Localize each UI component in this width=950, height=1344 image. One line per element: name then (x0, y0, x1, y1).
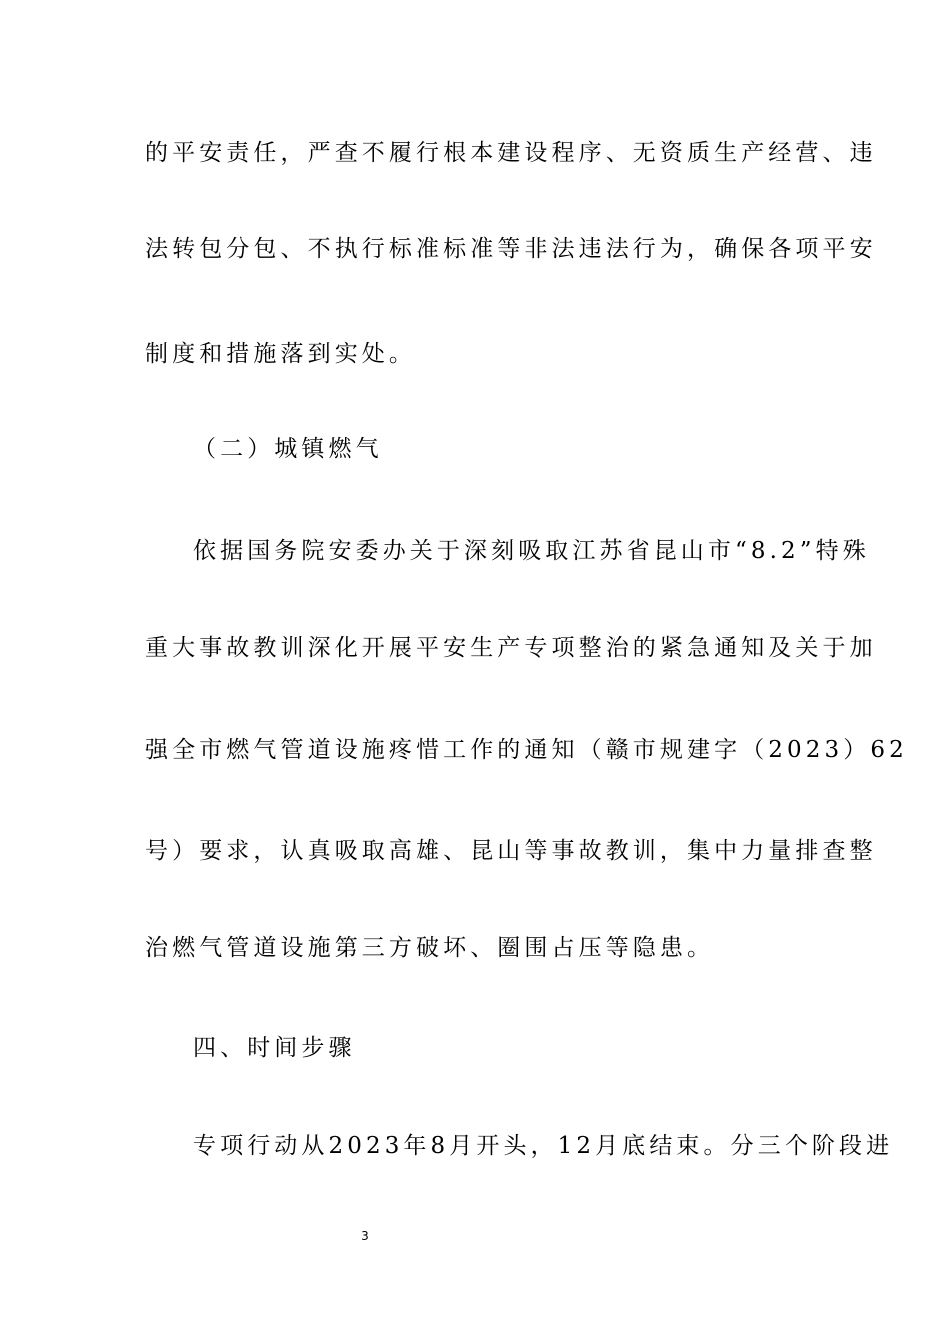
body-text-line: 号）要求，认真吸取高雄、昆山等事故教训，集中力量排查整 (145, 838, 877, 864)
page-number: 3 (361, 1229, 369, 1243)
body-text-line: 强全市燃气管道设施疼惜工作的通知（赣市规建字（2023）62 (145, 737, 908, 763)
body-text-line: 的平安责任，严查不履行根本建设程序、无资质生产经营、违 (145, 140, 877, 166)
body-text-line: 制度和措施落到实处。 (145, 341, 416, 367)
body-text-line: 重大事故教训深化开展平安生产专项整治的紧急通知及关于加 (145, 635, 877, 661)
section-heading: （二）城镇燃气 (193, 436, 383, 462)
section-heading: 四、时间步骤 (193, 1035, 356, 1061)
body-text-line: 依据国务院安委办关于深刻吸取江苏省昆山市“8.2”特殊 (193, 538, 870, 564)
body-text-line: 治燃气管道设施第三方破坏、圈围占压等隐患。 (145, 935, 715, 961)
body-text-line: 专项行动从2023年8月开头，12月底结束。分三个阶段进 (193, 1133, 894, 1159)
body-text-line: 法转包分包、不执行标准标准等非法违法行为，确保各项平安 (145, 236, 877, 262)
